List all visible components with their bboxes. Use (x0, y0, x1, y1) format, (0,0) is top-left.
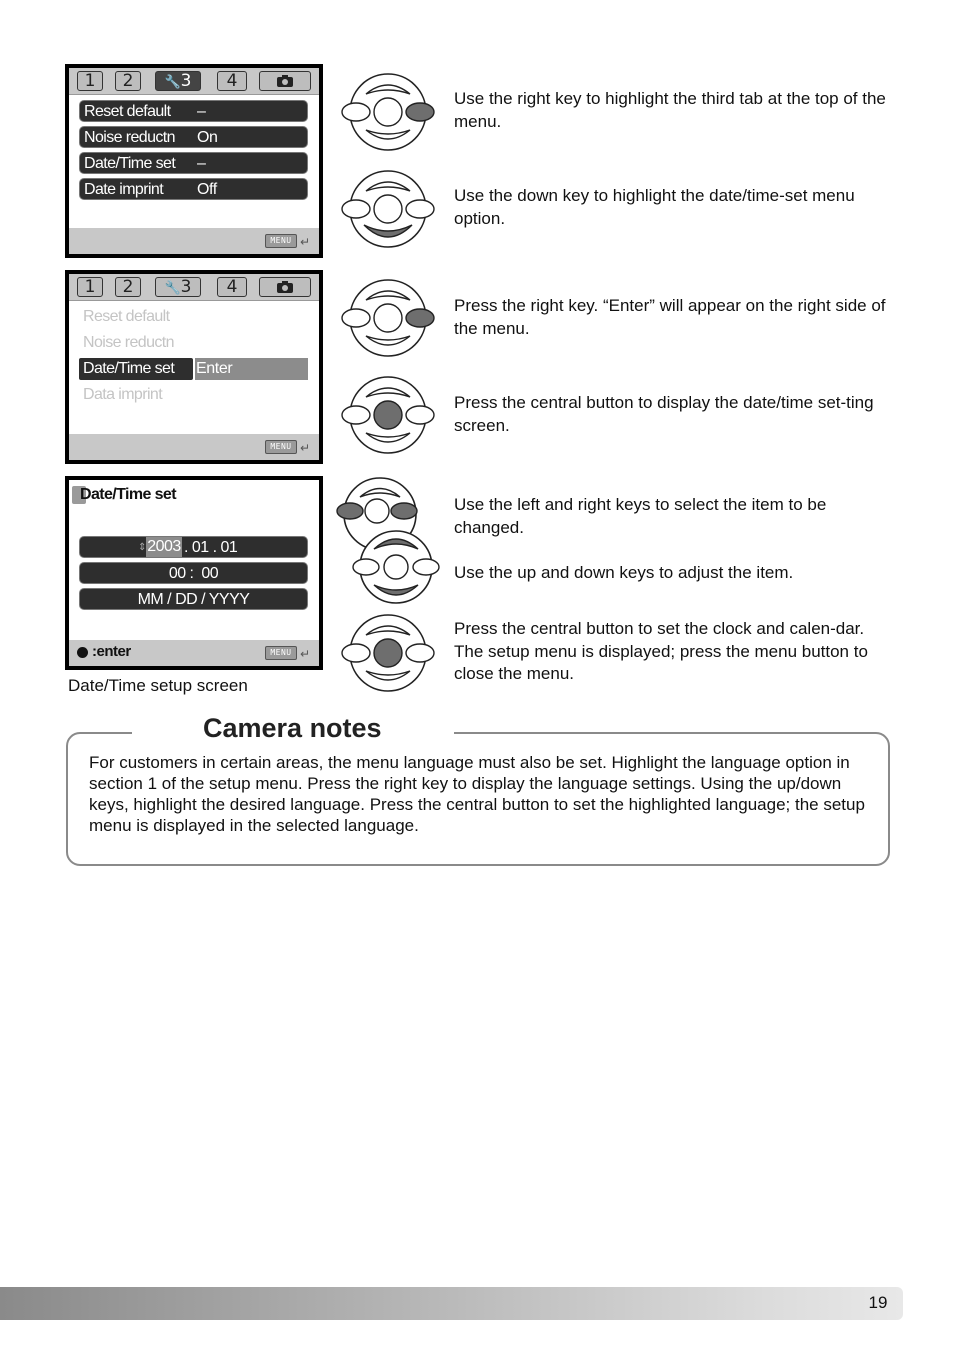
footer-bar (0, 1287, 903, 1320)
year-selected: 2003 (147, 538, 181, 555)
camera-notes-title: Camera notes (203, 713, 382, 743)
menu-row-date-time-set (79, 152, 308, 174)
screen-bottom-bar (69, 228, 319, 254)
menu-row-label: Date imprint (84, 181, 164, 198)
menu-row-data-imprint (79, 384, 308, 406)
camera-icon (276, 280, 294, 294)
date-field (79, 536, 308, 558)
screen-caption: Date/Time setup screen (68, 676, 248, 695)
date-time-setup-screen (65, 476, 323, 670)
menu-row-noise-reduction (79, 126, 308, 148)
screen-title-bar (69, 480, 319, 510)
tab-camera (259, 71, 311, 91)
controller-center-pressed (340, 373, 436, 457)
tab-bar (69, 68, 319, 95)
menu-button-indicator: MENU (265, 440, 297, 454)
menu-screen-tab3 (65, 64, 323, 258)
screen-display (69, 68, 319, 254)
tab-bar (69, 274, 319, 301)
camera-notes-body: For customers in certain areas, the menu language must also be set. Highlight the language option in section 1 of the setup menu. Press the right key to display the language settings. Using the up/down keys, highlight the desired language. Press the central button to set the highlighted language; the setup menu is displayed in the selected language. (89, 753, 865, 835)
instruction-6: Use the up and down keys to adjust the item. (454, 563, 794, 582)
controller-center-pressed (340, 611, 436, 695)
return-icon: ↵ (300, 647, 311, 661)
controller-right-key-pressed (340, 70, 436, 154)
menu-row-reset-default (79, 306, 308, 328)
return-icon: ↵ (300, 441, 311, 455)
updown-arrow-icon: ⇕ (138, 542, 146, 553)
instruction-5: Use the left and right keys to select the item to be changed. (454, 495, 827, 537)
tab-3-setup: 🔧3 (155, 277, 201, 297)
instruction-1: Use the right key to highlight the third tab at the top of the menu. (454, 89, 886, 131)
menu-row-label: Date/Time set (83, 360, 175, 377)
return-icon: ↵ (300, 235, 311, 249)
menu-row-label: Noise reductn (83, 334, 174, 351)
menu-button-indicator: MENU (265, 646, 297, 660)
wrench-icon: 🔧 (164, 75, 181, 90)
menu-row-date-imprint (79, 178, 308, 200)
controller-up-down-pressed (352, 525, 448, 609)
tab-3-setup: 🔧3 (155, 71, 201, 91)
month-day: . 01 . 01 (184, 539, 238, 556)
controller-right-key-pressed (340, 276, 436, 360)
page-number: 19 (868, 1293, 888, 1312)
date-format-field: MM / DD / YYYY (79, 588, 308, 610)
menu-row-reset-default (79, 100, 308, 122)
screen-bottom-bar (69, 434, 319, 460)
menu-row-value: On (197, 129, 218, 146)
camera-icon (276, 74, 294, 88)
menu-row-value-enter: Enter (196, 360, 233, 377)
menu-row-date-time-set-highlighted (79, 358, 308, 380)
menu-row-value: – (197, 155, 206, 172)
instruction-2: Use the down key to highlight the date/time-set menu option. (454, 186, 855, 228)
menu-row-label: Reset default (84, 103, 171, 120)
instruction-4: Press the central button to display the date/time set-ting screen. (454, 393, 874, 435)
menu-row-noise-reduction (79, 332, 308, 354)
menu-button-indicator: MENU (265, 234, 297, 248)
wrench-icon: 🔧 (164, 281, 181, 296)
tab-1: 1 (77, 277, 103, 297)
screen-display (69, 274, 319, 460)
tab-2: 2 (115, 277, 141, 297)
screen-title: Date/Time set (80, 486, 176, 503)
screen-display (69, 480, 319, 666)
instruction-3: Press the right key. “Enter” will appear on the right side of the menu. (454, 296, 886, 338)
menu-row-label: Date/Time set (84, 155, 176, 172)
screen-bottom-bar (69, 640, 319, 666)
tab-4: 4 (217, 71, 247, 91)
tab-4: 4 (217, 277, 247, 297)
instruction-7: Press the central button to set the clock and calen-dar. The setup menu is displayed; press the menu button to close the menu. (454, 619, 868, 683)
menu-screen-enter (65, 270, 323, 464)
tab-1: 1 (77, 71, 103, 91)
time-field: 00 : 00 (79, 562, 308, 584)
enter-hint: :enter (92, 643, 131, 660)
controller-down-key-pressed (340, 167, 436, 251)
tab-camera (259, 277, 311, 297)
menu-row-label: Reset default (83, 308, 170, 325)
menu-row-value: Off (197, 181, 217, 198)
menu-row-value: – (197, 103, 206, 120)
menu-row-label: Data imprint (83, 386, 163, 403)
menu-row-label: Noise reductn (84, 129, 175, 146)
tab-2: 2 (115, 71, 141, 91)
center-button-icon (77, 647, 88, 658)
